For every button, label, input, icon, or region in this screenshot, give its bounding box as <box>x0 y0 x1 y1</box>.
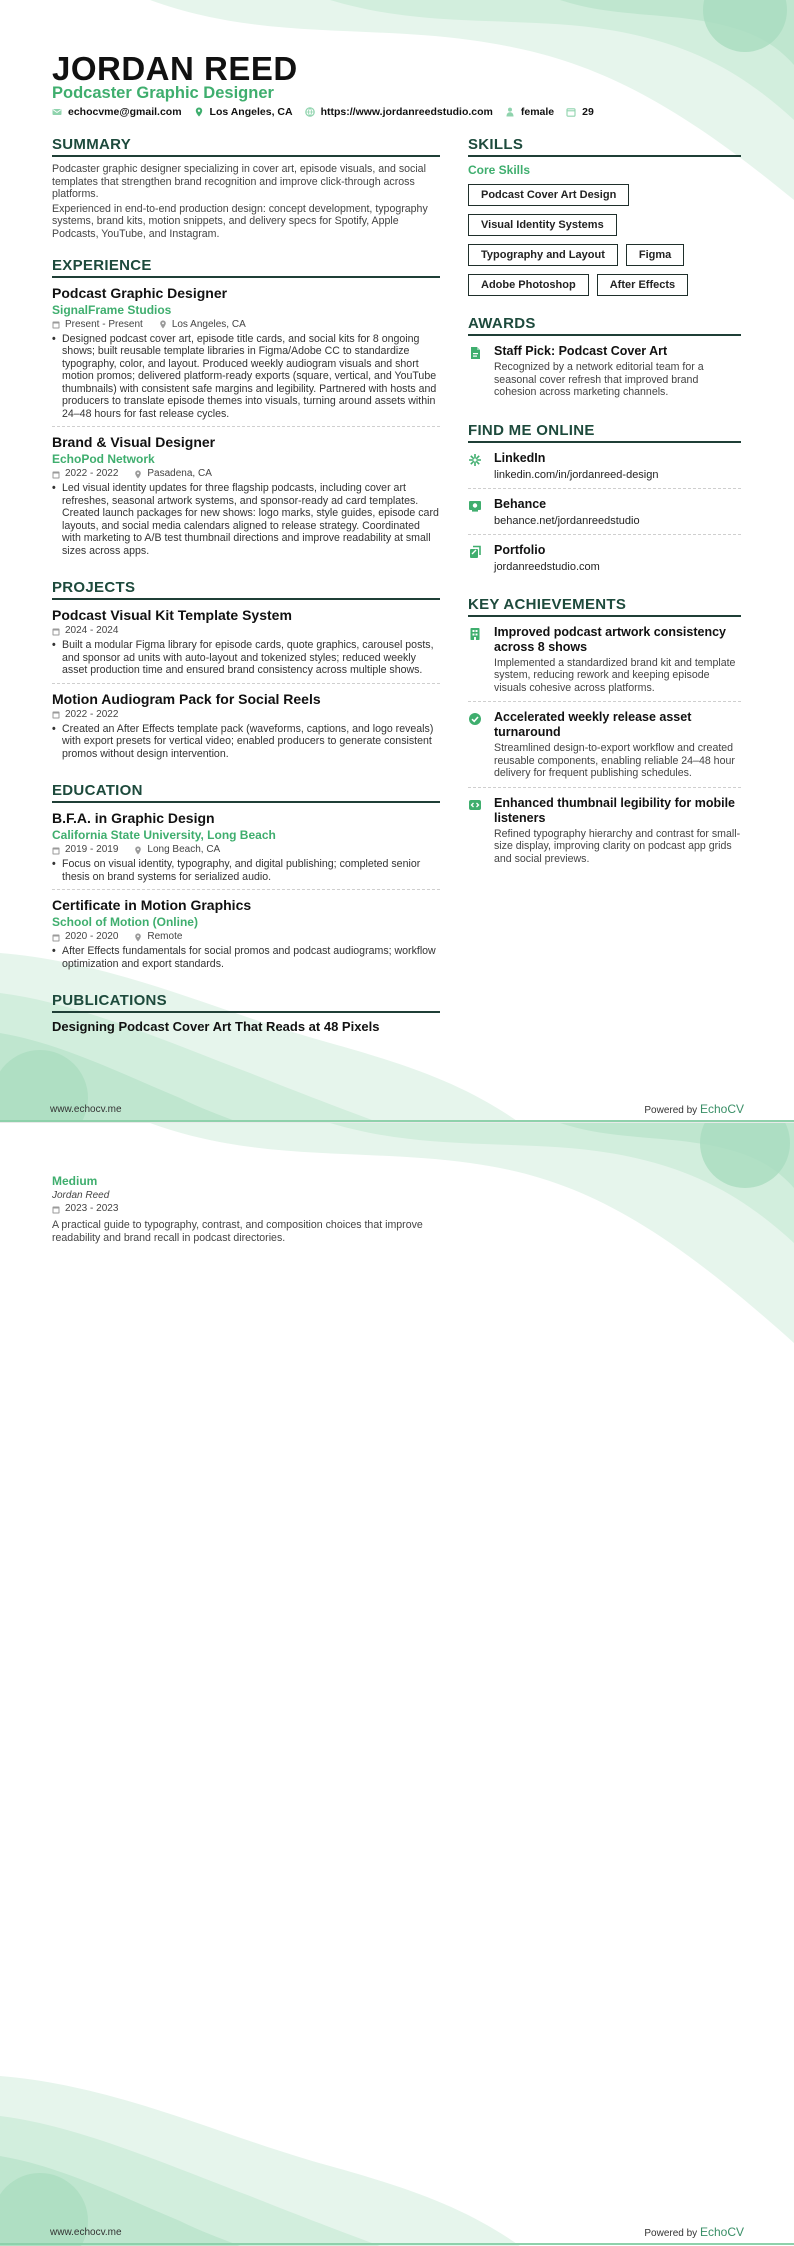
project-entry <box>52 684 440 767</box>
skill-chip: Adobe Photoshop <box>468 274 589 296</box>
project-dates <box>52 708 118 722</box>
skill-chip: Visual Identity Systems <box>468 214 617 236</box>
experience-meta <box>52 467 440 481</box>
experience-company: SignalFrame Studios <box>52 302 172 317</box>
education-dates-text: 2020 - 2020 <box>65 931 119 943</box>
project-bullet-text: Created an After Effects template pack (waveforms, captions, and logo reveals) with export presets for vertical video; enabled producers to generate consistent promos without design intervention. <box>62 722 434 760</box>
project-dates-text: 2022 - 2022 <box>65 708 119 720</box>
education-location-text: Remote <box>147 931 183 943</box>
publication-dates-text: 2023 - 2023 <box>65 1203 119 1214</box>
online-item-name: LinkedIn <box>494 450 546 465</box>
portfolio-icon <box>468 545 482 559</box>
online-item-behance[interactable] <box>468 489 741 535</box>
summary-paragraph-2: Experienced in end-to-end production design: concept development, typography systems, brand kits, motion snippets, and delivery specs for Spotify, Apple Podcasts, YouTube, and Instagram. <box>52 202 428 240</box>
experience-company: EchoPod Network <box>52 452 155 467</box>
education-degree: B.F.A. in Graphic Design <box>52 810 215 827</box>
education-meta <box>52 843 440 857</box>
online-section <box>468 422 741 580</box>
summary-section <box>52 136 440 241</box>
calendar-icon <box>52 1205 60 1214</box>
education-location <box>134 930 182 944</box>
projects-heading: PROJECTS <box>52 579 440 600</box>
email-icon <box>52 107 62 117</box>
calendar-icon <box>52 846 60 855</box>
skill-chip: Podcast Cover Art Design <box>468 184 629 206</box>
project-bullet: • Built a modular Figma library for episode cards, quote graphics, carousel posts, and sponsor ad units with auto-layout and tokenized styles; reduced weekly asset production time and ensured brand consistency across multiple shows. <box>52 639 440 677</box>
publication-description: A practical guide to typography, contrast, and composition choices that improve readability and brand recall in podcast directories. <box>52 1219 423 1244</box>
publication-publisher: Medium <box>52 1174 98 1188</box>
experience-heading: EXPERIENCE <box>52 257 440 278</box>
education-location <box>134 843 220 857</box>
online-item-url[interactable]: behance.net/jordanreedstudio <box>494 514 640 527</box>
achievement-item <box>468 702 741 788</box>
education-heading: EDUCATION <box>52 782 440 803</box>
experience-dates-text: 2022 - 2022 <box>65 468 119 480</box>
experience-bullet-text: Designed podcast cover art, episode title cards, and social kits for 8 ongoing shows; built reusable template libraries in Figma/Adobe CC to standardize typography, color, and layout. Produced weekly audiogram visuals and short motion promos; delivered platform-ready exports (square, vertical, and YouTube thumbnails) with consistent safe margins and legibility. Partnered with hosts and producers to translate episode themes into visuals, turning around assets within 24–48 hours for fast release cycles. <box>62 332 437 420</box>
contact-email-text: echocvme@gmail.com <box>68 106 182 118</box>
awards-heading: AWARDS <box>468 315 741 336</box>
achievement-title: Improved podcast artwork consistency across 8 shows <box>494 624 727 654</box>
experience-entry <box>52 427 440 563</box>
contact-bar <box>52 106 606 118</box>
education-dates <box>52 843 118 857</box>
calendar-icon <box>52 933 60 942</box>
awards-section <box>468 315 741 406</box>
building-icon <box>468 627 482 641</box>
experience-bullet: • Designed podcast cover art, episode title cards, and social kits for 8 ongoing shows; built reusable template libraries in Figma/Adobe CC to standardize typography, color, and layout. Produced weekly audiogram visuals and short motion promos; delivered platform-ready exports (square, vertical, and YouTube thumbnails) with consistent safe margins and legibility. Partnered with hosts and producers to translate episode themes into visuals, turning around assets within 24–48 hours for fast release cycles. <box>52 333 440 421</box>
publications-heading: PUBLICATIONS <box>52 992 440 1013</box>
education-entry <box>52 803 440 890</box>
location-pin-icon <box>134 933 142 942</box>
project-bullet: • Created an After Effects template pack (waveforms, captions, and logo reveals) with export presets for vertical video; enabled producers to generate consistent promos without design intervention. <box>52 723 440 761</box>
education-bullet: • Focus on visual identity, typography, and digital publishing; completed senior thesis on brand systems for serialized audio. <box>52 858 440 883</box>
code-icon <box>468 798 482 812</box>
online-item-url[interactable]: jordanreedstudio.com <box>494 560 600 573</box>
skill-chip: Typography and Layout <box>468 244 618 266</box>
footer-brand-logo: EchoCV <box>699 1102 744 1116</box>
experience-dates <box>52 467 118 481</box>
experience-role: Podcast Graphic Designer <box>52 284 228 301</box>
location-pin-icon <box>134 470 142 479</box>
online-item-name: Portfolio <box>494 542 546 557</box>
experience-dates <box>52 318 143 332</box>
contact-age <box>566 106 594 118</box>
summary-paragraph-1: Podcaster graphic designer specializing in cover art, episode visuals, and social templates that strengthen brand recognition and improve click-through across platforms. <box>52 163 426 201</box>
achievement-item <box>468 788 741 873</box>
award-item <box>468 336 741 406</box>
publications-section <box>52 992 440 1034</box>
contact-website-text: https://www.jordanreedstudio.com <box>320 106 493 118</box>
footer-powered-by <box>644 2225 744 2239</box>
check-circle-icon <box>468 712 482 726</box>
publication-dates <box>52 1202 118 1216</box>
skills-heading: SKILLS <box>468 136 741 157</box>
education-entry <box>52 890 440 976</box>
footer-divider <box>0 2243 794 2245</box>
achievement-description: Refined typography hierarchy and contrast for small-size display, improving clarity on podcast app grids and social previews. <box>494 827 741 865</box>
achievement-description: Streamlined design-to-export workflow and created reusable components, enabling reliable 24–48 hour delivery for frequent publishing schedules. <box>494 742 735 779</box>
location-pin-icon <box>134 846 142 855</box>
contact-age-text: 29 <box>582 106 594 118</box>
skill-chip: Figma <box>626 244 684 266</box>
experience-location-text: Pasadena, CA <box>147 468 212 480</box>
location-pin-icon <box>159 320 167 329</box>
footer-powered-by <box>644 1102 744 1116</box>
candidate-name: JORDAN REED <box>52 50 298 87</box>
skill-chip: After Effects <box>597 274 688 296</box>
resume-page-2 <box>0 1123 794 2246</box>
online-item-linkedin[interactable] <box>468 443 741 489</box>
publication-meta <box>52 1202 442 1216</box>
experience-location <box>134 467 212 481</box>
education-section <box>52 782 440 976</box>
footer-site-link[interactable]: www.echocv.me <box>50 2227 122 2238</box>
experience-role: Brand & Visual Designer <box>52 434 216 451</box>
award-description: Recognized by a network editorial team for a seasonal cover refresh that improved brand cohesion across marketing channels. <box>494 361 704 398</box>
achievement-item <box>468 617 741 703</box>
right-column <box>468 136 741 888</box>
achievement-description: Implemented a standardized brand kit and template system, reducing rework and keeping episode visuals cohesive across platforms. <box>494 656 736 694</box>
person-icon <box>505 107 515 117</box>
calendar-icon <box>52 627 60 636</box>
education-location-text: Long Beach, CA <box>147 844 221 856</box>
education-dates <box>52 930 118 944</box>
online-heading: FIND ME ONLINE <box>468 422 741 443</box>
footer-powered-text: Powered by <box>644 1105 698 1116</box>
online-item-name: Behance <box>494 496 547 511</box>
footer-brand-logo: EchoCV <box>699 2225 744 2239</box>
education-school: School of Motion (Online) <box>52 915 198 930</box>
experience-location-text: Los Angeles, CA <box>171 318 246 330</box>
achievements-section <box>468 596 741 873</box>
projects-section <box>52 579 440 766</box>
footer-site-link[interactable]: www.echocv.me <box>50 1104 122 1115</box>
online-item-portfolio[interactable] <box>468 535 741 580</box>
education-school: California State University, Long Beach <box>52 828 276 843</box>
online-item-url[interactable]: linkedin.com/in/jordanreed-design <box>494 468 659 481</box>
experience-bullet-text: Led visual identity updates for three flagship podcasts, including cover art refreshes, seasonal artwork systems, and sponsor-ready ad card templates. Created launch packages for new shows: logo marks, style guides, episode card layouts, and social media calendars aligned to release strategy. Coordinated with marketing to A/B test thumbnail directions and improve readability at small sizes across apps. <box>62 482 439 557</box>
calendar-icon <box>52 320 60 329</box>
publication-author: Jordan Reed <box>52 1190 110 1201</box>
education-degree: Certificate in Motion Graphics <box>52 897 252 914</box>
education-bullet-text: After Effects fundamentals for social promos and podcast audiograms; workflow optimization and export standards. <box>62 945 436 970</box>
project-meta <box>52 708 440 722</box>
candidate-headline: Podcaster Graphic Designer <box>52 84 274 102</box>
publication-details <box>52 1174 442 1244</box>
skills-chip-list <box>468 179 741 299</box>
behance-icon <box>468 499 482 513</box>
footer-powered-text: Powered by <box>644 2228 698 2239</box>
achievements-heading: KEY ACHIEVEMENTS <box>468 596 741 617</box>
contact-location <box>194 106 293 118</box>
calendar-icon <box>566 107 576 117</box>
award-title: Staff Pick: Podcast Cover Art <box>494 344 668 358</box>
skills-section <box>468 136 741 299</box>
experience-bullet: • Led visual identity updates for three flagship podcasts, including cover art refreshes, seasonal artwork systems, and sponsor-ready ad card templates. Created launch packages for new shows: logo marks, style guides, episode card layouts, and social media calendars aligned to release strategy. Coordinated with marketing to A/B test thumbnail directions and improve readability at small sizes across apps. <box>52 482 439 557</box>
contact-website[interactable] <box>305 106 493 118</box>
contact-gender-text: female <box>520 106 555 118</box>
education-bullet: • After Effects fundamentals for social promos and podcast audiograms; workflow optimization and export standards. <box>52 945 440 970</box>
project-entry <box>52 600 440 684</box>
experience-meta <box>52 318 440 332</box>
calendar-icon <box>52 470 60 479</box>
experience-dates-text: Present - Present <box>65 318 143 330</box>
location-pin-icon <box>194 107 204 117</box>
globe-icon <box>305 107 315 117</box>
education-meta <box>52 930 440 944</box>
project-dates-text: 2024 - 2024 <box>65 625 119 637</box>
skills-group-title: Core Skills <box>468 163 531 177</box>
left-column <box>52 136 440 1050</box>
experience-section <box>52 257 440 564</box>
linkedin-icon <box>468 453 482 467</box>
achievement-title: Accelerated weekly release asset turnaround <box>494 710 692 739</box>
project-name: Motion Audiogram Pack for Social Reels <box>52 690 321 707</box>
education-dates-text: 2019 - 2019 <box>65 844 119 856</box>
project-bullet-text: Built a modular Figma library for episode cards, quote graphics, carousel posts, and sponsor ad units with auto-layout and tokenized styles; reduced weekly asset production time and ensured brand consistency across multiple shows. <box>62 639 434 677</box>
contact-location-text: Los Angeles, CA <box>209 106 293 118</box>
contact-email[interactable] <box>52 106 182 118</box>
experience-entry <box>52 278 440 428</box>
document-award-icon <box>468 346 482 360</box>
achievement-title: Enhanced thumbnail legibility for mobile listeners <box>494 795 735 825</box>
education-bullet-text: Focus on visual identity, typography, and digital publishing; completed senior thesis on brand systems for serialized audio. <box>62 858 421 883</box>
project-meta <box>52 624 440 638</box>
summary-heading: SUMMARY <box>52 136 440 157</box>
project-name: Podcast Visual Kit Template System <box>52 607 292 624</box>
publication-title: Designing Podcast Cover Art That Reads at 48 Pixels <box>52 1019 380 1035</box>
contact-gender <box>505 106 554 118</box>
experience-location <box>159 318 246 332</box>
footer-divider <box>0 1120 794 1122</box>
calendar-icon <box>52 710 60 719</box>
project-dates <box>52 624 118 638</box>
